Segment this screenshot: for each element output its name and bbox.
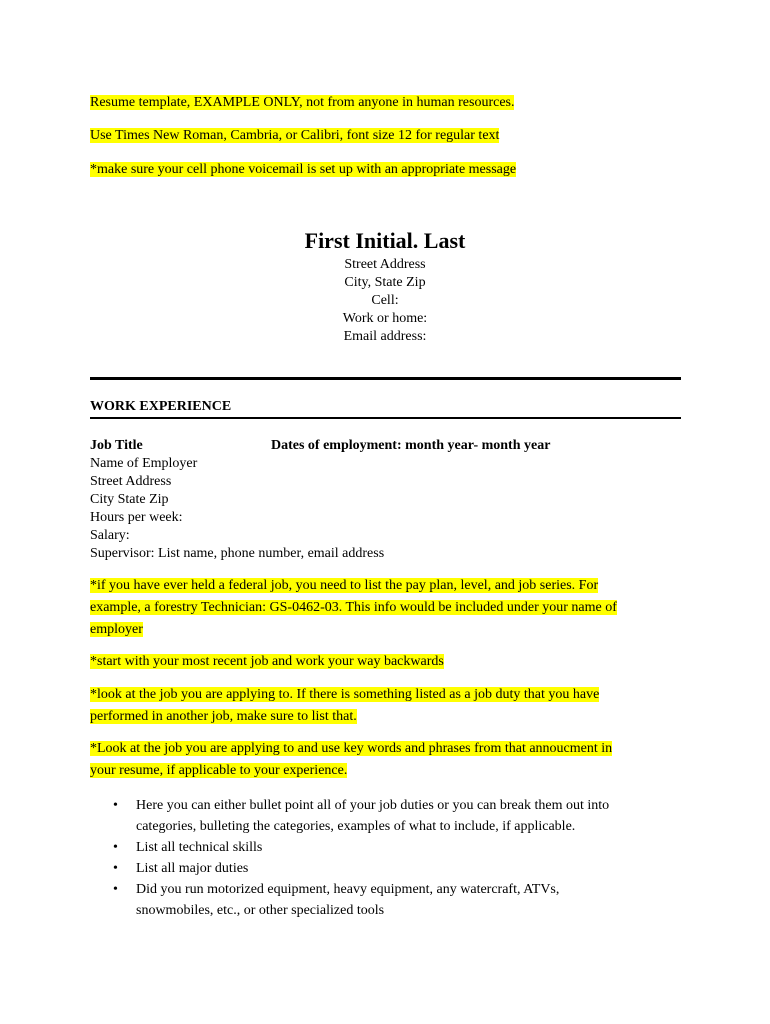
header-divider [90, 377, 681, 380]
note-template-disclaimer: Resume template, EXAMPLE ONLY, not from anyone in human resources. [90, 95, 515, 110]
note-job-duties: *look at the job you are applying to. If there is something listed as a job duty that you have performed in another job, make sure to list that. [90, 687, 600, 724]
contact-street: Street Address [344, 257, 426, 272]
resume-header [90, 226, 680, 346]
hours-per-week: Hours per week: [90, 510, 183, 525]
employer-name: Name of Employer [90, 456, 198, 471]
employer-street: Street Address [90, 474, 172, 489]
contact-cell: Cell: [371, 293, 399, 308]
list-item: • Here you can either bullet point all of your job duties or you can break them out into categories, bulleting the categories, examples of what to include, if applicable. [90, 795, 690, 837]
list-item: • List all technical skills [90, 837, 690, 858]
salary: Salary: [90, 528, 130, 543]
section-title-work-experience: WORK EXPERIENCE [90, 399, 232, 414]
note-recent-job-first: *start with your most recent job and work your way backwards [90, 654, 444, 669]
employer-city-state-zip: City State Zip [90, 492, 169, 507]
section-divider [90, 417, 681, 419]
note-key-words: *Look at the job you are applying to and use key words and phrases from that annoucment in your resume, if applicable to your experience. [90, 741, 613, 778]
note-font-guidance: Use Times New Roman, Cambria, or Calibri, font size 12 for regular text [90, 128, 500, 143]
note-federal-job: *if you have ever held a federal job, you need to list the pay plan, level, and job series. For example, a forestry Technician: GS-0462-03. This info would be included under your name of employer [90, 578, 617, 637]
bullet-icon: • [113, 882, 118, 897]
resume-name: First Initial. Last [304, 228, 466, 253]
contact-city-state-zip: City, State Zip [344, 275, 426, 290]
contact-email: Email address: [343, 329, 427, 344]
bullet-icon: • [113, 861, 118, 876]
bullet-icon: • [113, 798, 118, 813]
duties-bullet-list [90, 795, 690, 921]
supervisor: Supervisor: List name, phone number, email address [90, 546, 385, 561]
job-title: Job Title [90, 438, 143, 453]
employment-dates: Dates of employment: month year- month year [271, 438, 551, 453]
job-entry [90, 437, 690, 563]
list-item: • List all major duties [90, 858, 690, 879]
note-voicemail: *make sure your cell phone voicemail is set up with an appropriate message [90, 162, 517, 177]
contact-work-home: Work or home: [342, 311, 428, 326]
list-item: • Did you run motorized equipment, heavy equipment, any watercraft, ATVs, snowmobiles, etc., or other specialized tools [90, 879, 690, 921]
job-heading [90, 437, 690, 455]
bullet-icon: • [113, 840, 118, 855]
